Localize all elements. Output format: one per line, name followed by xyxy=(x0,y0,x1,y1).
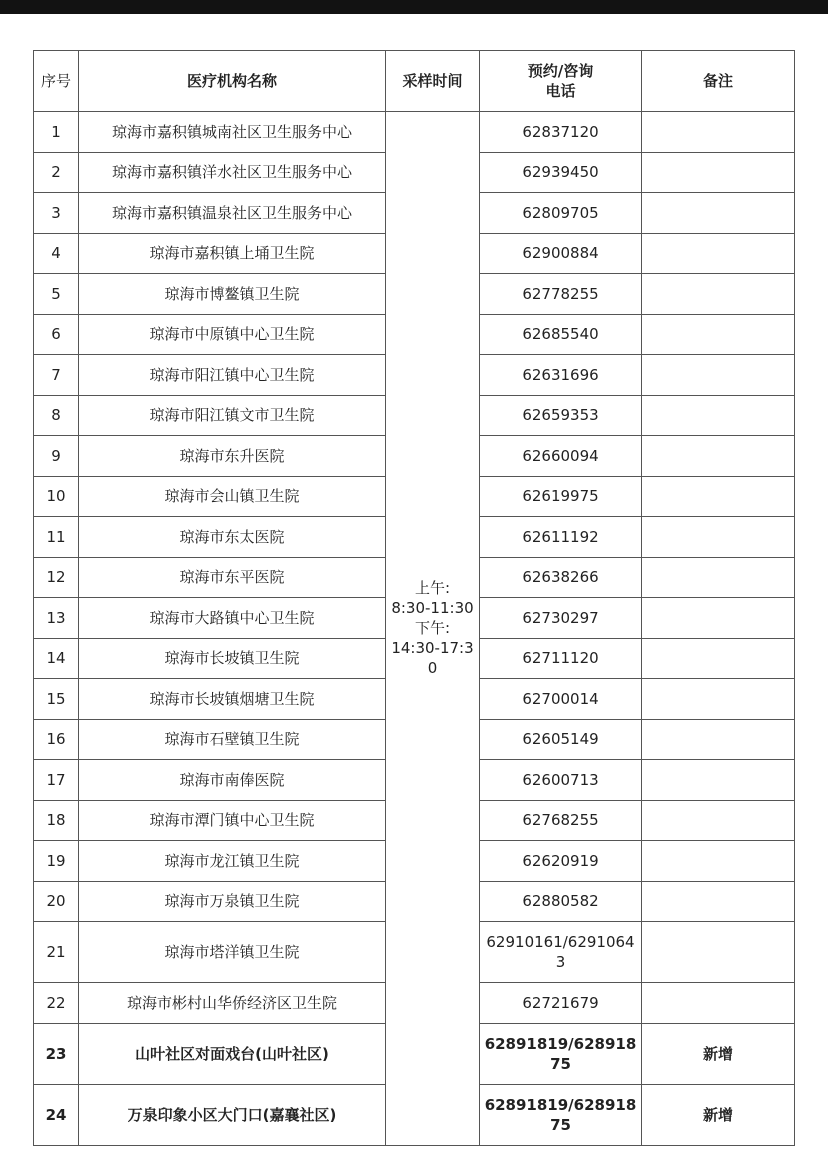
row-seq: 5 xyxy=(34,274,79,315)
row-note xyxy=(642,557,795,598)
header-name: 医疗机构名称 xyxy=(79,51,386,112)
row-name: 琼海市长坡镇卫生院 xyxy=(79,638,386,679)
header-note: 备注 xyxy=(642,51,795,112)
row-name: 琼海市会山镇卫生院 xyxy=(79,476,386,517)
row-seq: 11 xyxy=(34,517,79,558)
row-seq: 20 xyxy=(34,881,79,922)
row-phone: 62891819/62891875 xyxy=(480,1084,642,1145)
table-header-row xyxy=(34,51,795,112)
row-phone: 62939450 xyxy=(480,152,642,193)
sampling-time-line3: 下午: xyxy=(414,619,451,638)
row-name: 琼海市阳江镇中心卫生院 xyxy=(79,355,386,396)
row-note xyxy=(642,983,795,1024)
row-phone: 62837120 xyxy=(480,112,642,153)
row-name: 琼海市嘉积镇温泉社区卫生服务中心 xyxy=(79,193,386,234)
row-name: 琼海市嘉积镇洋水社区卫生服务中心 xyxy=(79,152,386,193)
row-phone: 62768255 xyxy=(480,800,642,841)
row-phone: 62730297 xyxy=(480,598,642,639)
row-phone: 62600713 xyxy=(480,760,642,801)
row-name: 琼海市东平医院 xyxy=(79,557,386,598)
row-phone: 62900884 xyxy=(480,233,642,274)
row-seq: 8 xyxy=(34,395,79,436)
row-seq: 24 xyxy=(34,1084,79,1145)
row-name: 琼海市塔洋镇卫生院 xyxy=(79,922,386,983)
row-phone: 62891819/62891875 xyxy=(480,1023,642,1084)
row-name: 琼海市彬村山华侨经济区卫生院 xyxy=(79,983,386,1024)
row-phone: 62660094 xyxy=(480,436,642,477)
row-name: 琼海市潭门镇中心卫生院 xyxy=(79,800,386,841)
row-phone: 62611192 xyxy=(480,517,642,558)
row-phone: 62619975 xyxy=(480,476,642,517)
row-phone: 62778255 xyxy=(480,274,642,315)
row-seq: 23 xyxy=(34,1023,79,1084)
row-note xyxy=(642,112,795,153)
row-seq: 15 xyxy=(34,679,79,720)
sampling-time-line2: 8:30-11:30 xyxy=(391,599,474,618)
row-name: 琼海市博鳌镇卫生院 xyxy=(79,274,386,315)
row-seq: 7 xyxy=(34,355,79,396)
table-row xyxy=(34,112,795,153)
sampling-sites-table xyxy=(33,50,795,1146)
row-name: 琼海市阳江镇文市卫生院 xyxy=(79,395,386,436)
row-note xyxy=(642,274,795,315)
row-note xyxy=(642,800,795,841)
header-phone-line2: 电话 xyxy=(545,82,576,100)
row-phone: 62638266 xyxy=(480,557,642,598)
row-note xyxy=(642,193,795,234)
row-note: 新增 xyxy=(642,1084,795,1145)
row-note xyxy=(642,598,795,639)
row-name: 琼海市龙江镇卫生院 xyxy=(79,841,386,882)
row-phone: 62700014 xyxy=(480,679,642,720)
row-seq: 6 xyxy=(34,314,79,355)
row-seq: 4 xyxy=(34,233,79,274)
row-note xyxy=(642,436,795,477)
row-seq: 16 xyxy=(34,719,79,760)
row-phone: 62659353 xyxy=(480,395,642,436)
row-phone: 62631696 xyxy=(480,355,642,396)
row-name: 琼海市嘉积镇上埇卫生院 xyxy=(79,233,386,274)
row-note xyxy=(642,760,795,801)
sampling-time-line1: 上午: xyxy=(414,579,451,598)
row-note xyxy=(642,355,795,396)
row-name: 山叶社区对面戏台(山叶社区) xyxy=(79,1023,386,1084)
row-note xyxy=(642,638,795,679)
row-phone: 62721679 xyxy=(480,983,642,1024)
row-seq: 2 xyxy=(34,152,79,193)
row-seq: 21 xyxy=(34,922,79,983)
row-note xyxy=(642,881,795,922)
row-name: 琼海市万泉镇卫生院 xyxy=(79,881,386,922)
row-note xyxy=(642,476,795,517)
row-seq: 22 xyxy=(34,983,79,1024)
row-note xyxy=(642,152,795,193)
row-seq: 10 xyxy=(34,476,79,517)
row-name: 琼海市嘉积镇城南社区卫生服务中心 xyxy=(79,112,386,153)
row-note xyxy=(642,395,795,436)
row-name: 琼海市石壁镇卫生院 xyxy=(79,719,386,760)
row-phone: 62711120 xyxy=(480,638,642,679)
row-seq: 12 xyxy=(34,557,79,598)
row-seq: 1 xyxy=(34,112,79,153)
row-note xyxy=(642,841,795,882)
row-note xyxy=(642,719,795,760)
header-time: 采样时间 xyxy=(386,51,480,112)
row-name: 琼海市大路镇中心卫生院 xyxy=(79,598,386,639)
sampling-time-cell xyxy=(386,112,480,1146)
top-status-bar xyxy=(0,0,828,14)
header-phone-line1: 预约/咨询 xyxy=(527,62,594,80)
row-seq: 19 xyxy=(34,841,79,882)
row-note: 新增 xyxy=(642,1023,795,1084)
row-seq: 9 xyxy=(34,436,79,477)
row-seq: 18 xyxy=(34,800,79,841)
row-name: 琼海市中原镇中心卫生院 xyxy=(79,314,386,355)
header-phone xyxy=(480,51,642,112)
row-note xyxy=(642,314,795,355)
row-name: 万泉印象小区大门口(嘉襄社区) xyxy=(79,1084,386,1145)
row-seq: 3 xyxy=(34,193,79,234)
row-seq: 13 xyxy=(34,598,79,639)
row-name: 琼海市东升医院 xyxy=(79,436,386,477)
row-note xyxy=(642,233,795,274)
row-name: 琼海市南俸医院 xyxy=(79,760,386,801)
row-seq: 14 xyxy=(34,638,79,679)
row-phone: 62605149 xyxy=(480,719,642,760)
header-seq: 序号 xyxy=(34,51,79,112)
row-name: 琼海市东太医院 xyxy=(79,517,386,558)
row-phone: 62910161/62910643 xyxy=(480,922,642,983)
row-note xyxy=(642,517,795,558)
row-note xyxy=(642,679,795,720)
row-phone: 62620919 xyxy=(480,841,642,882)
row-phone: 62880582 xyxy=(480,881,642,922)
row-seq: 17 xyxy=(34,760,79,801)
row-phone: 62809705 xyxy=(480,193,642,234)
row-note xyxy=(642,922,795,983)
sampling-time-line5: 0 xyxy=(427,659,438,678)
row-name: 琼海市长坡镇烟塘卫生院 xyxy=(79,679,386,720)
sampling-time-line4: 14:30-17:3 xyxy=(391,639,474,658)
row-phone: 62685540 xyxy=(480,314,642,355)
